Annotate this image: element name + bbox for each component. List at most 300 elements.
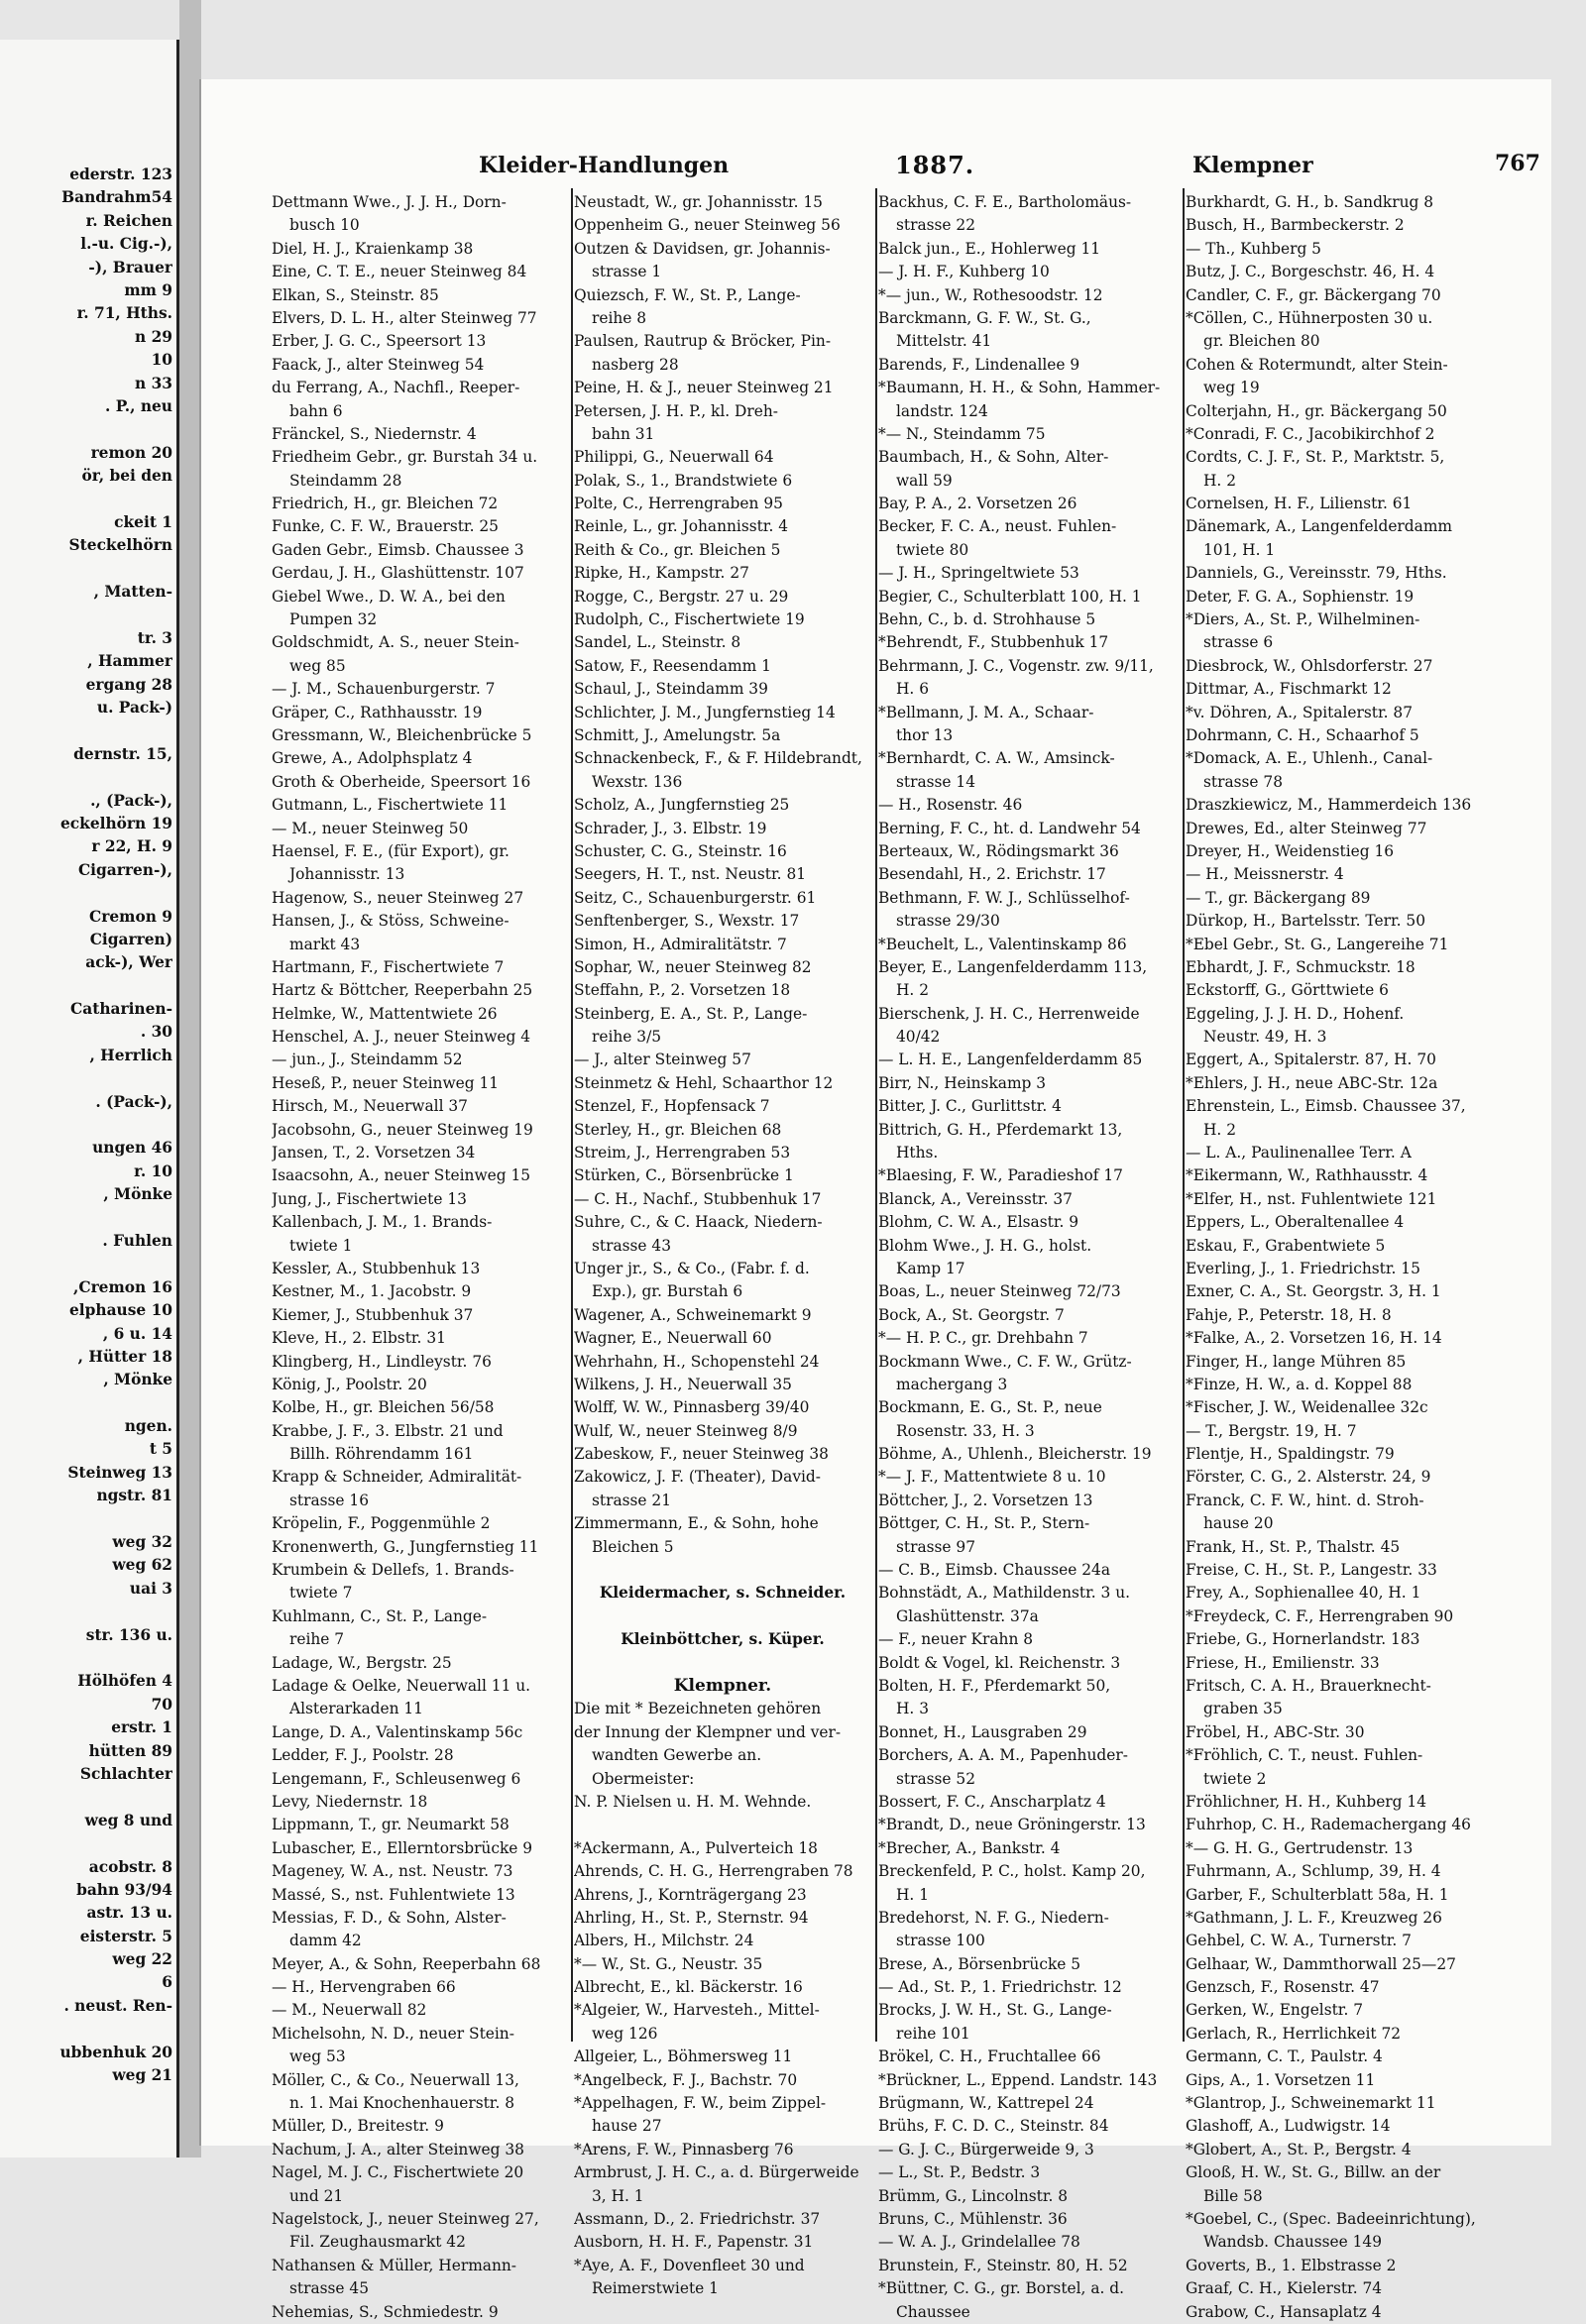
directory-entry: *Brückner, L., Eppend. Landstr. 143: [878, 2070, 1158, 2089]
directory-entry: Ebhardt, J. F., Schmuckstr. 18: [1186, 957, 1416, 976]
directory-entry: — M., neuer Steinweg 50: [272, 819, 469, 837]
directory-entry: Goverts, B., 1. Elbstrasse 2: [1186, 2256, 1397, 2274]
directory-entry: *Gathmann, J. L. F., Kreuzweg 26: [1186, 1908, 1442, 1927]
directory-entry: Brocks, J. W. H., St. G., Lange-: [878, 2001, 1112, 2020]
book-gutter: [179, 0, 201, 2158]
directory-entry: Brunstein, F., Steinstr. 80, H. 52: [878, 2256, 1128, 2274]
directory-entry: Bonnet, H., Lausgraben 29: [878, 1722, 1087, 1741]
directory-entry: *Brandt, D., neue Gröningerstr. 13: [878, 1816, 1146, 1834]
directory-entry: twiete 7: [289, 1584, 353, 1603]
directory-entry: Colterjahn, H., gr. Bäckergang 50: [1186, 401, 1447, 420]
directory-entry: *Elfer, H., nst. Fuhlentwiete 121: [1186, 1189, 1437, 1208]
directory-entry: Bockmann Wwe., C. F. W., Grütz-: [878, 1352, 1132, 1371]
directory-entry: *Freydeck, C. F., Herrengraben 90: [1186, 1606, 1454, 1625]
directory-entry: bahn 6: [289, 401, 343, 420]
column-divider: [571, 188, 573, 2042]
directory-entry: Schmitt, J., Amelungstr. 5a: [574, 725, 781, 744]
header-left-title: Kleider-Handlungen: [479, 153, 730, 178]
directory-entry: Gips, A., 1. Vorsetzen 11: [1186, 2070, 1376, 2089]
directory-entry: Bohnstädt, A., Mathildenstr. 3 u.: [878, 1584, 1131, 1603]
directory-entry: Gerken, W., Engelstr. 7: [1186, 2001, 1364, 2020]
left-page-line: n 33: [135, 374, 172, 392]
directory-entry: Fuhrhop, C. H., Rademachergang 46: [1186, 1816, 1471, 1834]
left-page-line: [4, 766, 172, 789]
directory-entry: Polak, S., 1., Brandstwiete 6: [574, 471, 793, 490]
directory-entry: [574, 1605, 871, 1628]
directory-entry: Butz, J. C., Borgeschstr. 46, H. 4: [1186, 263, 1435, 281]
directory-entry: Oppenheim G., neuer Steinweg 56: [574, 216, 841, 235]
directory-entry: Schuster, C. G., Steinstr. 16: [574, 841, 787, 860]
directory-entry: gr. Bleichen 80: [1203, 332, 1320, 351]
directory-entry: Dettmann Wwe., J. J. H., Dorn-: [272, 193, 507, 211]
directory-entry: Wandsb. Chaussee 149: [1203, 2233, 1383, 2252]
directory-entry: der Innung der Klempner und ver-: [574, 1722, 842, 1741]
directory-entry: Frey, A., Sophienallee 40, H. 1: [1186, 1584, 1421, 1603]
directory-entry: — G. J. C., Bürgerweide 9, 3: [878, 2140, 1094, 2158]
directory-entry: — L., St. P., Bedstr. 3: [878, 2163, 1041, 2182]
left-page-line: l.-u. Cig.-),: [80, 235, 172, 254]
left-page-line: Steckelhörn: [68, 536, 172, 555]
directory-entry: Freise, C. H., St. P., Langestr. 33: [1186, 1561, 1437, 1580]
directory-entry: Kessler, A., Stubbenhuk 13: [272, 1259, 481, 1277]
left-page-line: Bandrahm54: [61, 188, 172, 207]
directory-entry: Blohm Wwe., J. H. G., holst.: [878, 1236, 1092, 1255]
left-page-line: [4, 1067, 172, 1090]
directory-entry: Grewe, A., Adolphsplatz 4: [272, 749, 473, 768]
directory-entry: n. 1. Mai Knochenhauerstr. 8: [289, 2094, 515, 2113]
directory-entry: Helmke, W., Mattentwiete 26: [272, 1004, 498, 1023]
directory-entry: — L. A., Paulinenallee Terr. A: [1186, 1144, 1412, 1162]
directory-entry: Wagner, E., Neuerwall 60: [574, 1329, 772, 1348]
directory-entry: Gehbel, C. W. A., Turnerstr. 7: [1186, 1932, 1412, 1950]
directory-entry: *Arens, F. W., Pinnasberg 76: [574, 2140, 794, 2158]
directory-entry: Lippmann, T., gr. Neumarkt 58: [272, 1816, 510, 1834]
directory-entry: Outzen & Davidsen, gr. Johannis-: [574, 239, 831, 258]
cross-reference: Kleidermacher, s. Schneider.: [599, 1584, 847, 1603]
directory-entry: Michelsohn, N. D., neuer Stein-: [272, 2024, 514, 2043]
directory-entry: Glashüttenstr. 37a: [896, 1606, 1039, 1625]
left-page-line: ungen 46: [92, 1139, 172, 1158]
directory-entry: Nachum, J. A., alter Steinweg 38: [272, 2140, 524, 2158]
left-page-line: -), Brauer: [88, 258, 172, 277]
directory-entry: Cornelsen, H. F., Lilienstr. 61: [1186, 495, 1413, 513]
directory-entry: Möller, C., & Co., Neuerwall 13,: [272, 2070, 519, 2089]
directory-entry: Stürken, C., Börsenbrücke 1: [574, 1166, 794, 1185]
directory-entry: Albrecht, E., kl. Bäckerstr. 16: [574, 1978, 803, 1997]
directory-entry: strasse 16: [289, 1491, 369, 1509]
directory-entry: Seitz, C., Schauenburgerstr. 61: [574, 888, 817, 907]
directory-entry: strasse 22: [896, 216, 975, 235]
directory-entry: Krabbe, J. F., 3. Elbstr. 21 und: [272, 1421, 504, 1440]
header-section-title: Klempner: [1192, 153, 1313, 178]
directory-entry: Burkhardt, G. H., b. Sandkrug 8: [1186, 193, 1434, 211]
directory-entry: Eppers, L., Oberaltenallee 4: [1186, 1213, 1405, 1232]
directory-entry: Kestner, M., 1. Jacobstr. 9: [272, 1282, 472, 1301]
directory-entry: Danniels, G., Vereinsstr. 79, Hths.: [1186, 564, 1447, 583]
left-page-line: ederstr. 123: [69, 166, 172, 183]
directory-entry: Krapp & Schneider, Admiralität-: [272, 1468, 522, 1487]
directory-entry: *Aye, A. F., Dovenfleet 30 und: [574, 2256, 805, 2274]
directory-entry: Neustadt, W., gr. Johannisstr. 15: [574, 193, 823, 211]
directory-entry: Billh. Röhrendamm 161: [289, 1445, 474, 1464]
directory-entry: 3, H. 1: [592, 2186, 644, 2205]
directory-entry: Genzsch, F., Rosenstr. 47: [1186, 1978, 1380, 1997]
directory-entry: Sterley, H., gr. Bleichen 68: [574, 1120, 782, 1139]
directory-entry: *Cöllen, C., Hühnerposten 30 u.: [1186, 308, 1433, 327]
page-number: 767: [1495, 151, 1540, 176]
directory-entry: Graaf, C. H., Kielerstr. 74: [1186, 2279, 1383, 2298]
left-page-line: ., (Pack-),: [90, 791, 172, 810]
directory-entry: Bock, A., St. Georgstr. 7: [878, 1305, 1065, 1324]
directory-entry: Suhre, C., & C. Haack, Niedern-: [574, 1213, 823, 1232]
column-3: [878, 191, 1176, 2324]
directory-entry: Franck, C. F. W., hint. d. Stroh-: [1186, 1491, 1424, 1509]
left-page-line: Catharinen-: [69, 1000, 172, 1019]
directory-entry: Gerlach, R., Herrlichkeit 72: [1186, 2024, 1402, 2043]
directory-entry: Steinmetz & Hehl, Schaarthor 12: [574, 1073, 834, 1092]
left-page-line: [4, 975, 172, 998]
directory-entry: Förster, C. G., 2. Alsterstr. 24, 9: [1186, 1468, 1431, 1487]
left-page-line: ergang 28: [85, 675, 172, 694]
left-page-line: weg 21: [112, 2066, 172, 2085]
left-page-line: Cigarren-),: [77, 860, 172, 879]
directory-entry: Boldt & Vogel, kl. Reichenstr. 3: [878, 1653, 1121, 1672]
directory-entry: [574, 1559, 871, 1582]
directory-entry: Friedrich, H., gr. Bleichen 72: [272, 495, 499, 513]
left-page-line: eisterstr. 5: [79, 1927, 172, 1945]
directory-entry: *Bellmann, J. M. A., Schaar-: [878, 703, 1094, 721]
directory-entry: Behn, C., b. d. Strohhause 5: [878, 610, 1096, 629]
directory-entry: Wexstr. 136: [592, 772, 683, 791]
left-page-line: Hölhöfen 4: [77, 1672, 172, 1691]
directory-entry: Eckstorff, G., Görttwiete 6: [1186, 981, 1389, 1000]
directory-entry: — T., gr. Bäckergang 89: [1186, 888, 1371, 907]
left-page-line: uai 3: [129, 1579, 172, 1598]
directory-entry: Bossert, F. C., Anscharplatz 4: [878, 1792, 1106, 1811]
directory-entry: Simon, H., Admiralitätstr. 7: [574, 935, 787, 953]
left-page-line: Schlachter: [79, 1764, 172, 1783]
left-page-line: . P., neu: [105, 396, 172, 415]
directory-entry: Garber, F., Schulterblatt 58a, H. 1: [1186, 1885, 1449, 1904]
directory-entry: Glooß, H. W., St. G., Billw. an der: [1186, 2163, 1441, 2182]
directory-entry: Ladage, W., Bergstr. 25: [272, 1653, 452, 1672]
directory-entry: Bredehorst, N. F. G., Niedern-: [878, 1908, 1109, 1927]
left-page-line: , 6 u. 14: [102, 1324, 172, 1343]
directory-entry: Reimerstwiete 1: [592, 2279, 719, 2298]
directory-entry: Hths.: [896, 1144, 939, 1162]
directory-entry: Berning, F. C., ht. d. Landwehr 54: [878, 819, 1141, 837]
directory-entry: Wolff, W. W., Pinnasberg 39/40: [574, 1398, 810, 1417]
directory-entry: Borchers, A. A. M., Papenhuder-: [878, 1746, 1128, 1765]
directory-entry: *Globert, A., St. P., Bergstr. 4: [1186, 2140, 1412, 2158]
directory-entry: Böhme, A., Uhlenh., Bleicherstr. 19: [878, 1445, 1152, 1464]
left-page-line: [4, 882, 172, 905]
left-page-line: weg 62: [112, 1556, 172, 1575]
directory-entry: Bitter, J. C., Gurlittstr. 4: [878, 1097, 1062, 1116]
directory-entry: Obermeister:: [592, 1769, 695, 1788]
directory-entry: *Ebel Gebr., St. G., Langereihe 71: [1186, 935, 1449, 953]
directory-entry: — T., Bergstr. 19, H. 7: [1186, 1421, 1357, 1440]
directory-entry: Lubascher, E., Ellerntorsbrücke 9: [272, 1838, 533, 1857]
left-page-line: r. 71, Hths.: [76, 304, 172, 323]
left-page-text: [4, 164, 172, 2087]
directory-entry: *Domack, A. E., Uhlenh., Canal-: [1186, 749, 1433, 768]
directory-entry: *v. Döhren, A., Spitalerstr. 87: [1186, 703, 1414, 721]
directory-entry: Mageney, W. A., nst. Neustr. 73: [272, 1862, 513, 1881]
directory-entry: Rosenstr. 33, H. 3: [896, 1421, 1035, 1440]
directory-entry: Böttger, C. H., St. P., Stern-: [878, 1514, 1090, 1533]
directory-entry: Ahrling, H., St. P., Sternstr. 94: [574, 1908, 809, 1927]
directory-entry: reihe 3/5: [592, 1028, 662, 1047]
directory-entry: Bruns, C., Mühlenstr. 36: [878, 2209, 1068, 2228]
directory-entry: Gutmann, L., Fischertwiete 11: [272, 796, 509, 815]
left-page-line: 10: [151, 351, 172, 370]
directory-entry: twiete 1: [289, 1236, 353, 1255]
directory-entry: Glashoff, A., Ludwigstr. 14: [1186, 2117, 1391, 2136]
directory-entry: Kuhlmann, C., St. P., Lange-: [272, 1606, 488, 1625]
directory-entry: Schrader, J., 3. Elbstr. 19: [574, 819, 767, 837]
directory-entry: — J. H. F., Kuhberg 10: [878, 263, 1050, 281]
left-page-line: ör, bei den: [81, 467, 172, 486]
directory-entry: Behrmann, J. C., Vogenstr. zw. 9/11,: [878, 656, 1154, 675]
left-page-line: ckeit 1: [114, 512, 172, 531]
directory-entry: Gaden Gebr., Eimsb. Chaussee 3: [272, 540, 524, 559]
directory-entry: strasse 6: [1203, 633, 1274, 652]
directory-entry: Breckenfeld, P. C., holst. Kamp 20,: [878, 1862, 1146, 1881]
directory-entry: Boas, L., neuer Steinweg 72/73: [878, 1282, 1121, 1301]
directory-entry: Bittrich, G. H., Pferdemarkt 13,: [878, 1120, 1123, 1139]
directory-entry: Gressmann, W., Bleichenbrücke 5: [272, 725, 532, 744]
directory-entry: Jung, J., Fischertwiete 13: [272, 1189, 467, 1208]
directory-entry: Kamp 17: [896, 1259, 965, 1277]
directory-entry: Everling, J., 1. Friedrichstr. 15: [1186, 1259, 1420, 1277]
directory-entry: weg 19: [1203, 379, 1260, 397]
directory-entry: Exp.), gr. Burstah 6: [592, 1282, 743, 1301]
directory-entry: *Brecher, A., Bankstr. 4: [878, 1838, 1061, 1857]
directory-entry: — jun., J., Steindamm 52: [272, 1051, 463, 1069]
left-page-line: [4, 558, 172, 581]
directory-entry: strasse 29/30: [896, 912, 1000, 931]
left-page-line: [4, 1601, 172, 1623]
directory-entry: Messias, F. D., & Sohn, Alster-: [272, 1908, 507, 1927]
left-page-line: ,Cremon 16: [72, 1277, 172, 1296]
left-page-line: ngen.: [124, 1417, 172, 1436]
directory-entry: Sophar, W., neuer Steinweg 82: [574, 957, 812, 976]
directory-entry: Wehrhahn, H., Schopenstehl 24: [574, 1352, 820, 1371]
directory-entry: Eggert, A., Spitalerstr. 87, H. 70: [1186, 1051, 1436, 1069]
directory-entry: *Büttner, C. G., gr. Borstel, a. d.: [878, 2279, 1125, 2298]
directory-entry: *Beuchelt, L., Valentinskamp 86: [878, 935, 1127, 953]
directory-entry: Balck jun., E., Hohlerweg 11: [878, 239, 1101, 258]
directory-entry: Massé, S., nst. Fuhlentwiete 13: [272, 1885, 515, 1904]
left-page-line: , Mönke: [103, 1185, 172, 1204]
directory-entry: Johannisstr. 13: [289, 865, 405, 884]
directory-entry: Bay, P. A., 2. Vorsetzen 26: [878, 495, 1077, 513]
directory-entry: Unger jr., S., & Co., (Fabr. f. d.: [574, 1259, 810, 1277]
directory-entry: — H., Meissnerstr. 4: [1186, 865, 1344, 884]
left-page-line: weg 32: [112, 1533, 172, 1552]
directory-entry: Gerdau, J. H., Glashüttenstr. 107: [272, 564, 524, 583]
directory-entry: Stenzel, F., Hopfensack 7: [574, 1097, 770, 1116]
directory-entry: Barends, F., Lindenallee 9: [878, 355, 1080, 374]
directory-entry: Henschel, A. J., neuer Steinweg 4: [272, 1028, 531, 1047]
left-page-line: str. 136 u.: [85, 1625, 172, 1644]
directory-entry: *Algeier, W., Harvesteh., Mittel-: [574, 2001, 820, 2020]
directory-entry: reihe 7: [289, 1630, 345, 1649]
left-page-line: n 29: [135, 327, 172, 346]
left-page-line: r 22, H. 9: [91, 837, 172, 856]
directory-entry: — J. M., Schauenburgerstr. 7: [272, 680, 496, 699]
directory-entry: *Behrendt, F., Stubbenhuk 17: [878, 633, 1109, 652]
directory-entry: *Finze, H. W., a. d. Koppel 88: [1186, 1375, 1413, 1393]
directory-entry: *Appelhagen, F. W., beim Zippel-: [574, 2094, 827, 2113]
directory-entry: Begier, C., Schulterblatt 100, H. 1: [878, 587, 1142, 606]
directory-entry: — H., Hervengraben 66: [272, 1978, 456, 1997]
directory-entry: H. 2: [1203, 471, 1236, 490]
directory-entry: Seegers, H. T., nst. Neustr. 81: [574, 865, 807, 884]
left-page-line: tr. 3: [137, 628, 172, 647]
directory-entry: Nagel, M. J. C., Fischertwiete 20: [272, 2163, 524, 2182]
directory-entry: Frank, H., St. P., Thalstr. 45: [1186, 1537, 1401, 1556]
directory-entry: Busch, H., Barmbeckerstr. 2: [1186, 216, 1405, 235]
directory-entry: Besendahl, H., 2. Erichstr. 17: [878, 865, 1106, 884]
left-page-line: t 5: [149, 1440, 172, 1459]
directory-entry: Lange, D. A., Valentinskamp 56c: [272, 1722, 523, 1741]
directory-entry: Bolten, H. F., Pferdemarkt 50,: [878, 1677, 1111, 1695]
directory-entry: reihe 8: [592, 308, 647, 327]
directory-entry: Exner, C. A., St. Georgstr. 3, H. 1: [1186, 1282, 1441, 1301]
left-page-line: weg 22: [112, 1950, 172, 1969]
directory-entry: Diesbrock, W., Ohlsdorferstr. 27: [1186, 656, 1433, 675]
directory-entry: machergang 3: [896, 1375, 1008, 1393]
left-page-line: remon 20: [90, 443, 172, 462]
directory-entry: Philippi, G., Neuerwall 64: [574, 448, 774, 467]
left-page-line: bahn 93/94: [76, 1880, 172, 1899]
directory-entry: — Th., Kuhberg 5: [1186, 239, 1321, 258]
left-page-line: 6: [162, 1973, 172, 1992]
directory-entry: Bleichen 5: [592, 1537, 674, 1556]
directory-entry: *Angelbeck, F. J., Bachstr. 70: [574, 2070, 798, 2089]
directory-entry: Nathansen & Müller, Hermann-: [272, 2256, 516, 2274]
directory-entry: Die mit * Bezeichneten gehören: [574, 1700, 822, 1718]
directory-entry: Petersen, J. H. P., kl. Dreh-: [574, 401, 778, 420]
directory-entry: Dreyer, H., Weidenstieg 16: [1186, 841, 1395, 860]
directory-entry: — F., neuer Krahn 8: [878, 1630, 1034, 1649]
directory-entry: strasse 45: [289, 2279, 369, 2298]
directory-entry: Rudolph, C., Fischertwiete 19: [574, 610, 805, 629]
directory-entry: Paulsen, Rautrup & Bröcker, Pin-: [574, 332, 832, 351]
left-page-line: [4, 1647, 172, 1670]
directory-entry: Cordts, C. J. F., St. P., Marktstr. 5,: [1186, 448, 1445, 467]
directory-entry: nasberg 28: [592, 355, 679, 374]
directory-entry: Zakowicz, J. F. (Theater), David-: [574, 1468, 821, 1487]
left-page-line: [4, 488, 172, 510]
directory-entry: Wilkens, J. H., Neuerwall 35: [574, 1375, 792, 1393]
directory-entry: Friese, H., Emilienstr. 33: [1186, 1653, 1380, 1672]
left-page-line: , Mönke: [103, 1371, 172, 1389]
directory-entry: Deter, F. G. A., Sophienstr. 19: [1186, 587, 1415, 606]
directory-entry: Gräper, C., Rathhausstr. 19: [272, 703, 483, 721]
directory-entry: Hartmann, F., Fischertwiete 7: [272, 957, 505, 976]
directory-entry: Dohrmann, C. H., Schaarhof 5: [1186, 725, 1419, 744]
left-page-line: ubbenhuk 20: [59, 2043, 172, 2061]
directory-entry: Peine, H. & J., neuer Steinweg 21: [574, 379, 834, 397]
directory-entry: *— N., Steindamm 75: [878, 424, 1046, 443]
directory-entry: Streim, J., Herrengraben 53: [574, 1144, 791, 1162]
header-year: 1887.: [895, 151, 975, 179]
directory-entry: weg 53: [289, 2047, 346, 2066]
directory-entry: weg 85: [289, 656, 346, 675]
left-page-line: weg 8 und: [84, 1811, 172, 1829]
left-page-line: [4, 418, 172, 441]
directory-entry: hause 27: [592, 2117, 662, 2136]
directory-entry: Wagener, A., Schweinemarkt 9: [574, 1305, 812, 1324]
directory-entry: strasse 14: [896, 772, 975, 791]
directory-entry: Ahrens, J., Kornträgergang 23: [574, 1885, 807, 1904]
directory-entry: — J., alter Steinweg 57: [574, 1051, 751, 1069]
directory-entry: Rogge, C., Bergstr. 27 u. 29: [574, 587, 789, 606]
directory-entry: Krumbein & Dellefs, 1. Brands-: [272, 1561, 514, 1580]
column-1: [272, 191, 569, 2324]
directory-entry: Goldschmidt, A. S., neuer Stein-: [272, 633, 519, 652]
directory-entry: Hagenow, S., neuer Steinweg 27: [272, 888, 524, 907]
directory-entry: *Fischer, J. W., Weidenallee 32c: [1186, 1398, 1428, 1417]
column-4: [1186, 191, 1483, 2324]
directory-entry: Böttcher, J., 2. Vorsetzen 13: [878, 1491, 1093, 1509]
left-page-line: mm 9: [124, 280, 172, 299]
directory-entry: — C. H., Nachf., Stubbenhuk 17: [574, 1189, 822, 1208]
left-page-line: [4, 1832, 172, 1855]
directory-entry: 101, H. 1: [1203, 540, 1276, 559]
left-page-line: r. 10: [134, 1162, 172, 1180]
directory-entry: Friedheim Gebr., gr. Burstah 34 u.: [272, 448, 538, 467]
directory-entry: Eggeling, J. J. H. D., Hohenf.: [1186, 1004, 1405, 1023]
directory-entry: strasse 1: [592, 263, 662, 281]
directory-entry: N. P. Nielsen u. H. M. Wehnde.: [574, 1792, 812, 1811]
directory-entry: Hartz & Böttcher, Reeperbahn 25: [272, 981, 533, 1000]
directory-entry: strasse 97: [896, 1537, 975, 1556]
directory-entry: Blanck, A., Vereinsstr. 37: [878, 1189, 1073, 1208]
directory-entry: Neustr. 49, H. 3: [1203, 1028, 1327, 1047]
directory-entry: Dittmar, A., Fischmarkt 12: [1186, 680, 1392, 699]
directory-entry: Barckmann, G. F. W., St. G.,: [878, 308, 1091, 327]
left-page-line: ack-), Wer: [85, 953, 172, 972]
directory-entry: hause 20: [1203, 1514, 1274, 1533]
directory-entry: Brökel, C. H., Fruchtallee 66: [878, 2047, 1101, 2066]
directory-entry: Alsterarkaden 11: [289, 1700, 423, 1718]
directory-entry: Fröbel, H., ABC-Str. 30: [1186, 1722, 1365, 1741]
directory-entry: damm 42: [289, 1932, 362, 1950]
directory-entry: Flentje, H., Spaldingstr. 79: [1186, 1445, 1395, 1464]
directory-entry: *Fröhlich, C. T., neust. Fuhlen-: [1186, 1746, 1423, 1765]
directory-entry: Zabeskow, F., neuer Steinweg 38: [574, 1445, 829, 1464]
directory-entry: Schaul, J., Steindamm 39: [574, 680, 768, 699]
directory-entry: Zimmermann, E., & Sohn, hohe: [574, 1514, 819, 1533]
directory-entry: Bille 58: [1203, 2186, 1263, 2205]
left-page-line: astr. 13 u.: [86, 1904, 172, 1923]
directory-entry: Steindamm 28: [289, 471, 402, 490]
directory-entry: König, J., Poolstr. 20: [272, 1375, 427, 1393]
left-page-line: acobstr. 8: [88, 1857, 172, 1876]
directory-entry: Klingberg, H., Lindleystr. 76: [272, 1352, 492, 1371]
left-page-line: elphause 10: [69, 1301, 172, 1320]
directory-entry: Fränckel, S., Niedernstr. 4: [272, 424, 477, 443]
directory-entry: Elkan, S., Steinstr. 85: [272, 285, 439, 304]
directory-entry: Kiemer, J., Stubbenhuk 37: [272, 1305, 474, 1324]
directory-entry: Giebel Wwe., D. W. A., bei den: [272, 587, 506, 606]
directory-entry: und 21: [289, 2186, 344, 2205]
left-page-line: [4, 604, 172, 626]
